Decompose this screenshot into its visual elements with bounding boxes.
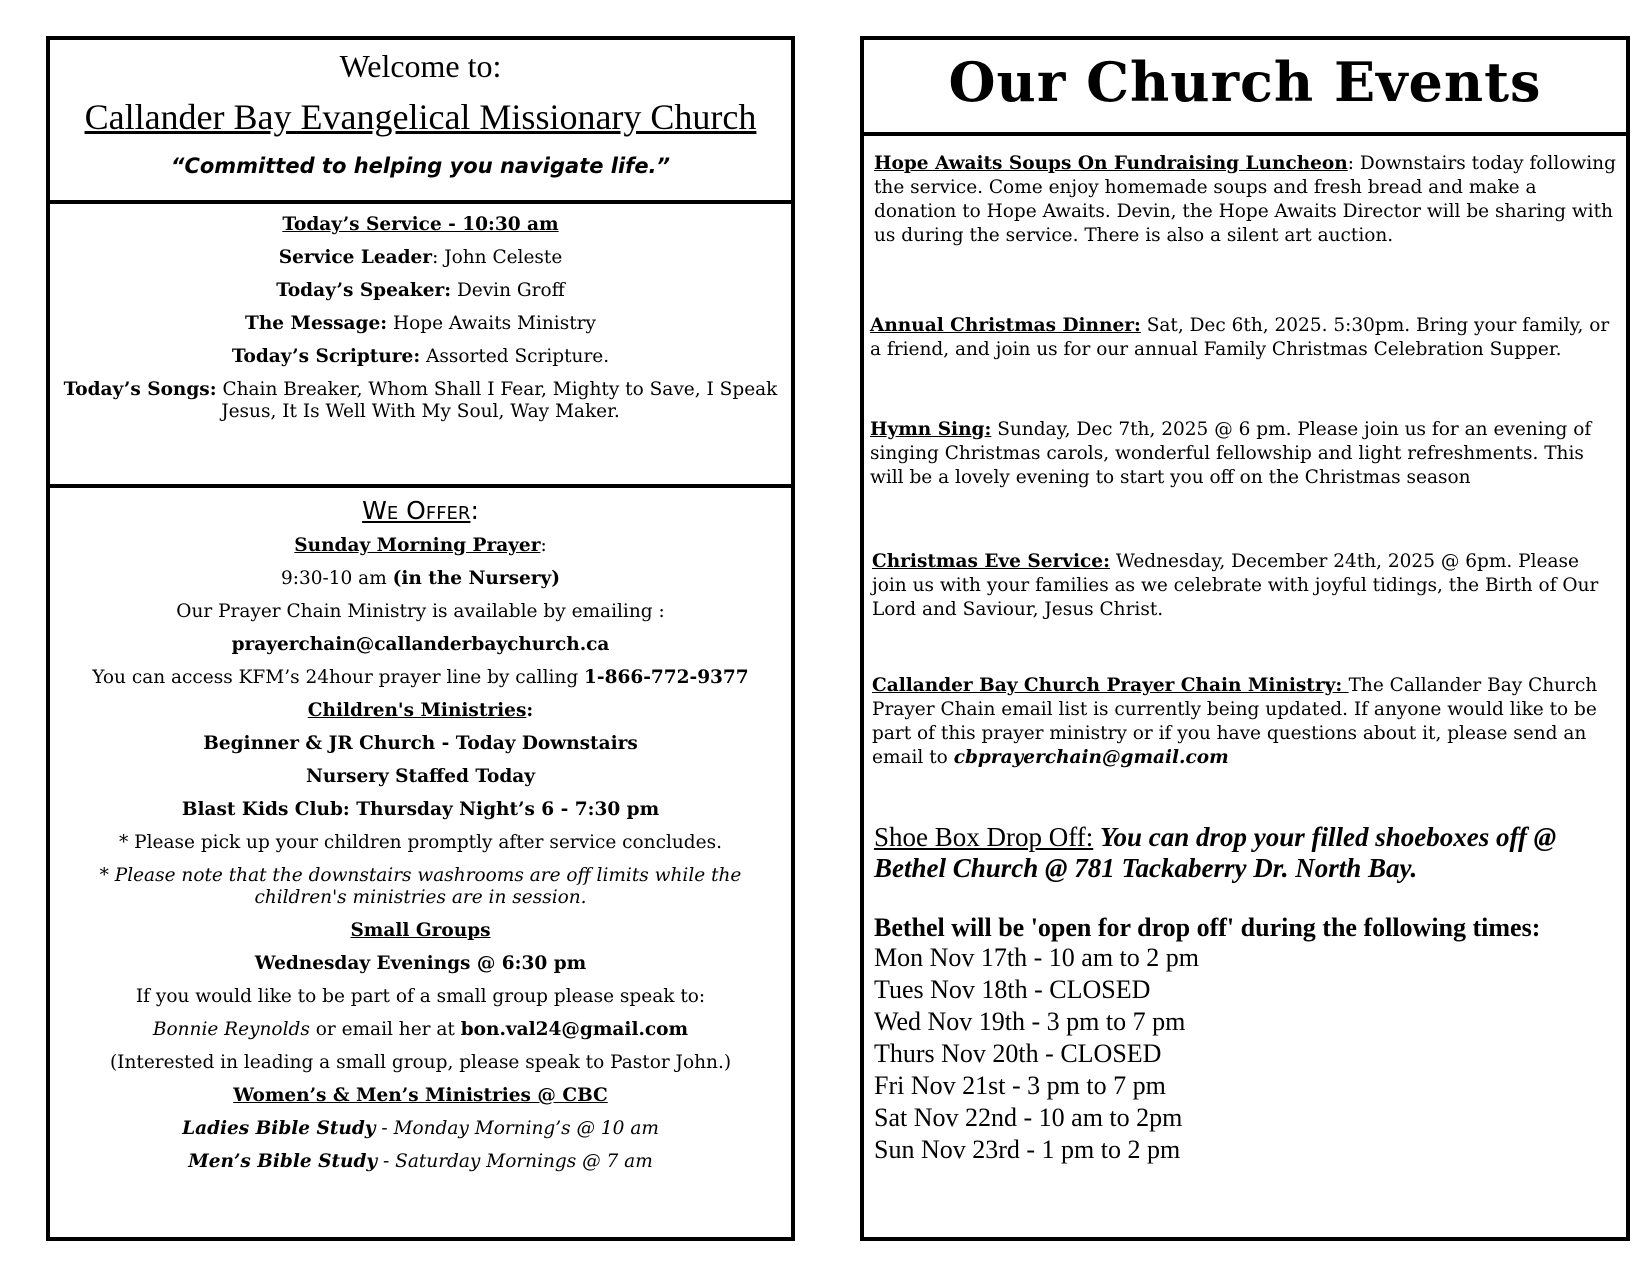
service-leader-label: Service Leader: [278, 247, 433, 268]
small-groups-time: Wednesday Evenings @ 6:30 pm: [254, 953, 587, 974]
children-heading-text: Children's Ministries: [307, 700, 527, 721]
ministry-item: [50, 1151, 791, 1173]
message-value: Hope Awaits Ministry: [392, 313, 596, 334]
small-groups-contact-text: If you would like to be part of a small group please speak to:: [135, 986, 706, 1007]
event-heading: Callander Bay Church Prayer Chain Ministry:: [872, 675, 1349, 696]
event-christmas-eve: [872, 550, 1616, 622]
welcome-text: Welcome to:: [339, 48, 502, 84]
prayer-time: 9:30-10 am: [280, 568, 393, 589]
speaker-row: [50, 280, 791, 302]
service-leader-value: John Celeste: [444, 247, 563, 268]
ministry-when: Monday Morning’s @ 10 am: [393, 1118, 659, 1139]
sunday-prayer-time: [50, 568, 791, 590]
event-heading: Hymn Sing:: [870, 419, 992, 440]
contact-name: Bonnie Reynolds: [152, 1019, 310, 1040]
hours-item: Mon Nov 17th - 10 am to 2 pm: [874, 943, 1199, 972]
songs-row: [50, 379, 791, 423]
contact-email[interactable]: bon.val24@gmail.com: [460, 1019, 689, 1040]
small-groups-leader-note: (Interested in leading a small group, please speak to Pastor John.): [109, 1052, 732, 1073]
hours-item: Fri Nov 21st - 3 pm to 7 pm: [874, 1071, 1166, 1100]
event-hymn-sing: [870, 418, 1616, 490]
event-text: Downstairs today following the service. Come enjoy homemade soups and fresh bread and make a donation to Hope Awaits. Devin, the Hope Awaits Director will be sharing with us during the service. There is also a silent art auction.: [874, 153, 1616, 246]
colon: :: [526, 700, 534, 721]
prayer-line-phone[interactable]: 1-866-772-9377: [584, 667, 749, 688]
prayer-location: (in the Nursery): [392, 568, 561, 589]
ministry-name: Ladies Bible Study: [182, 1118, 376, 1139]
separator: -: [377, 1151, 396, 1172]
we-offer-section: [50, 484, 791, 1237]
children-item: Nursery Staffed Today: [305, 766, 536, 787]
event-christmas-dinner: [870, 314, 1616, 362]
prayer-line-text: You can access KFM’s 24hour prayer line by calling: [92, 667, 585, 688]
hours-item: Sat Nov 22nd - 10 am to 2pm: [874, 1103, 1183, 1132]
bulletin-right-panel: [860, 36, 1630, 1241]
children-item: Beginner & JR Church - Today Downstairs: [203, 733, 638, 754]
songs-label: Today’s Songs:: [63, 379, 217, 400]
prayer-chain-gmail[interactable]: cbprayerchain@gmail.com: [953, 747, 1229, 768]
event-heading: Annual Christmas Dinner:: [870, 315, 1141, 336]
ministry-when: Saturday Mornings @ 7 am: [395, 1151, 653, 1172]
todays-service-section: [50, 200, 791, 480]
shoebox-dropoff: [874, 822, 1616, 884]
separator: -: [375, 1118, 394, 1139]
separator: :: [1347, 153, 1360, 174]
prayer-chain-text: Our Prayer Chain Ministry is available by emailing :: [176, 601, 665, 622]
small-groups-heading: Small Groups: [350, 920, 491, 941]
events-header: [864, 40, 1626, 132]
event-prayer-chain: [872, 674, 1616, 770]
ministry-item: [50, 1118, 791, 1140]
songs-value: Chain Breaker, Whom Shall I Fear, Mighty to Save, I Speak Jesus, It Is Well With My Soul, Way Maker.: [221, 379, 778, 422]
colon: :: [470, 496, 479, 525]
church-name: Callander Bay Evangelical Missionary Church: [84, 97, 757, 137]
shoebox-detail: You can drop your filled shoeboxes off @ Bethel Church @ 781 Tackaberry Dr. North Bay.: [874, 822, 1557, 883]
service-title: Today’s Service - 10:30 am: [282, 214, 559, 235]
events-title: Our Church Events: [948, 50, 1542, 114]
ministry-name: Men’s Bible Study: [188, 1151, 378, 1172]
washroom-note: * Please note that the downstairs washrooms are off limits while the children's ministries are in session.: [99, 865, 742, 908]
children-item: Blast Kids Club: Thursday Night’s 6 - 7:30 pm: [181, 799, 660, 820]
event-text: Sat, Dec 6th, 2025. 5:30pm. Bring your family, or a friend, and join us for our annual Family Christmas Celebration Supper.: [870, 315, 1610, 360]
small-groups-contact: [50, 1019, 791, 1041]
sunday-prayer-heading-text: Sunday Morning Prayer: [294, 535, 541, 556]
welcome-header: [50, 40, 791, 196]
event-text: Sunday, Dec 7th, 2025 @ 6 pm. Please join us for an evening of singing Christmas carols, wonderful fellowship and light refreshments. This will be a lovely evening to start you off on the Christmas season: [870, 419, 1592, 488]
sunday-prayer-heading: [50, 535, 791, 557]
pickup-note: * Please pick up your children promptly after service concludes.: [119, 832, 722, 853]
message-label: The Message:: [245, 313, 388, 334]
hours-item: Tues Nov 18th - CLOSED: [874, 975, 1151, 1004]
scripture-label: Today’s Scripture:: [231, 346, 421, 367]
church-tagline: “Committed to helping you navigate life.”: [170, 154, 671, 178]
we-offer-title: [50, 496, 791, 525]
separator: :: [432, 247, 445, 268]
bethel-hours-title: Bethel will be 'open for drop off' during the following times:: [874, 913, 1541, 942]
hours-item: Wed Nov 19th - 3 pm to 7 pm: [874, 1007, 1186, 1036]
bethel-hours-list: [874, 942, 1199, 1166]
event-hope-awaits-luncheon: [874, 152, 1616, 248]
bulletin-left-panel: [46, 36, 795, 1241]
scripture-value: Assorted Scripture.: [426, 346, 610, 367]
message-row: [50, 313, 791, 335]
event-text: The Callander Bay Church Prayer Chain email list is currently being updated. If anyone would like to be part of this prayer ministry or if you have questions about it, please send an email to: [872, 675, 1598, 768]
service-leader-row: [50, 247, 791, 269]
shoebox-heading: Shoe Box Drop Off:: [874, 822, 1094, 852]
speaker-value: Devin Groff: [456, 280, 565, 301]
scripture-row: [50, 346, 791, 368]
event-heading: Christmas Eve Service:: [872, 551, 1110, 572]
hours-item: Sun Nov 23rd - 1 pm to 2 pm: [874, 1135, 1181, 1164]
event-heading: Hope Awaits Soups On Fundraising Luncheon: [874, 153, 1348, 174]
speaker-label: Today’s Speaker:: [276, 280, 452, 301]
ministries-heading: Women’s & Men’s Ministries @ CBC: [233, 1085, 608, 1106]
hours-item: Thurs Nov 20th - CLOSED: [874, 1039, 1162, 1068]
prayer-line-row: [50, 667, 791, 689]
contact-mid: or email her at: [309, 1019, 461, 1040]
colon: :: [540, 535, 547, 556]
we-offer-title-text: We Offer: [362, 496, 471, 525]
event-text: Wednesday, December 24th, 2025 @ 6pm. Please join us with your families as we celebrate with joyful tidings, the Birth of Our Lord and Saviour, Jesus Christ.: [872, 551, 1599, 620]
children-ministries-heading: [50, 700, 791, 722]
prayer-chain-email[interactable]: prayerchain@callanderbaychurch.ca: [231, 634, 610, 655]
